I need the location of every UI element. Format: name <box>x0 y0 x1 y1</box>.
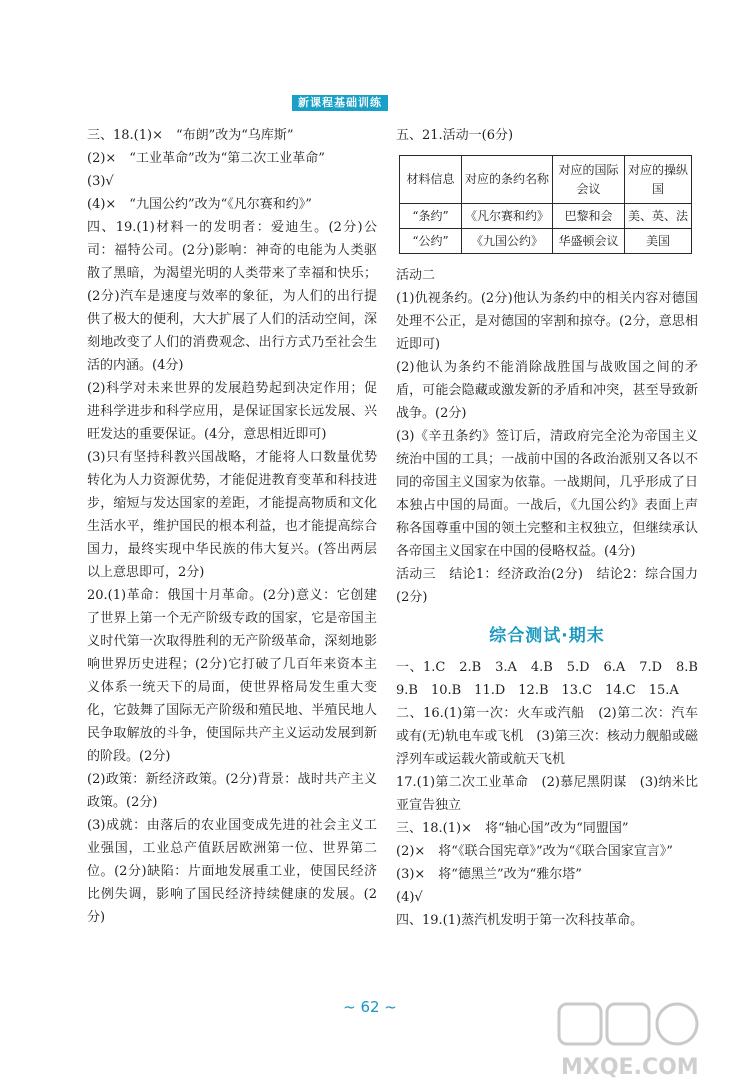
table-cell: 华盛顿会议 <box>553 229 625 254</box>
watermark-logo <box>555 1000 745 1082</box>
answer-line: 活动三 结论1：经济政治(2分) 结论2：综合国力(2分) <box>396 567 698 605</box>
answer-paragraph: (2)他认为条约不能消除战胜国与战败国之间的矛盾，可能会隐藏或激发新的矛盾和冲突，甚至导致新战争。(2分) <box>396 360 698 421</box>
answer-paragraph: 20.(1)革命：俄国十月革命。(2分)意义：它创建了世界上第一个无产阶级专政的国家，它是帝国主义时代第一次取得胜利的无产阶级革命，深刻地影响世界历史进程；(2分)它打破了几百年来资本主义体系一统天下的局面，使世界格局发生重大变化，它鼓舞了国际无产阶级和殖民地、半殖民地人民争取解放的斗争，使国际共产主义运动发展到新的阶段。(2分) <box>87 588 377 764</box>
table-header-row <box>400 156 692 204</box>
table-cell: 《九国公约》 <box>462 229 553 254</box>
left-column <box>87 124 377 929</box>
section-banner: 新课程基础训练 <box>292 95 388 111</box>
answer-line: (4)× “九国公约”改为“《凡尔赛和约》” <box>87 197 312 212</box>
table-header-cell: 对应的操纵国 <box>625 156 692 204</box>
answer-line: 三、18.(1)× “布朗”改为“乌库斯” <box>87 128 294 143</box>
table-cell: “条约” <box>400 204 462 229</box>
answer-paragraph: (2)政策：新经济政策。(2分)背景：战时共产主义政策。(2分) <box>87 772 377 810</box>
activity-table <box>399 155 692 254</box>
table-row <box>400 229 692 254</box>
svg-text:MXQE.COM: MXQE.COM <box>561 1055 699 1080</box>
table-row <box>400 204 692 229</box>
table-header-cell: 对应的条约名称 <box>462 156 553 204</box>
answer-line: (3)√ <box>87 174 114 189</box>
table-cell: “公约” <box>400 229 462 254</box>
page-number: ~ 62 ~ <box>343 998 397 1016</box>
answer-line: 活动二 <box>396 268 436 283</box>
table-header-cell: 材料信息 <box>400 156 462 204</box>
answer-line: 17.(1)第二次工业革命 (2)慕尼黑阴谋 (3)纳米比亚宣告独立 <box>396 775 698 813</box>
answer-paragraph: (2)科学对未来世界的发展趋势起到决定作用；促进科学进步和科学应用，是保证国家长远发展、兴旺发达的重要保证。(4分，意思相近即可) <box>87 381 377 442</box>
table-cell: 《凡尔赛和约》 <box>462 204 553 229</box>
table-cell: 美国 <box>625 229 692 254</box>
answer-paragraph: (1)仇视条约。(2分)他认为条约中的相关内容对德国处理不公正，是对德国的宰割和掠夺。(2分，意思相近即可) <box>396 291 698 352</box>
answer-line: 四、19.(1)蒸汽机发明于第一次科技革命。 <box>396 913 644 928</box>
table-cell: 巴黎和会 <box>553 204 625 229</box>
answer-paragraph: (3)《辛丑条约》签订后，清政府完全沦为帝国主义统治中国的工具；一战前中国的各政治派别又各以不同的帝国主义国家为依靠。一战期间，几乎形成了日本独占中国的局面。一战后，《九国公约》表面上声称各国尊重中国的领土完整和主权独立，但继续承认各帝国主义国家在中国的侵略权益。(4分) <box>396 429 698 559</box>
answer-paragraph: 四、19.(1)材料一的发明者：爱迪生。(2分)公司：福特公司。(2分)影响：神奇的电能为人类驱散了黑暗，为渴望光明的人类带来了幸福和快乐；(2分)汽车是速度与效率的象征，为人们的出行提供了极大的便利，大大扩展了人们的活动空间，深刻地改变了人们的消费观念、出行方式乃至社会生活的内涵。(4分) <box>87 220 377 373</box>
answer-line: (4)√ <box>396 890 423 905</box>
answer-line: (2)× “工业革命”改为“第二次工业革命” <box>87 151 325 166</box>
answer-line: (2)× 将“《联合国宪章》”改为“《联合国家宣言》” <box>396 844 673 859</box>
answer-line: 三、18.(1)× 将“轴心国”改为“同盟国” <box>396 821 629 836</box>
answer-paragraph: (3)成就：由落后的农业国变成先进的社会主义工业强国，工业总产值跃居欧洲第一位、世界第二位。(2分)缺陷：片面地发展重工业，使国民经济比例失调，影响了国民经济持续健康的发展。(2分) <box>87 818 377 925</box>
right-column <box>396 124 712 932</box>
answer-line: (3)× 将“德黑兰”改为“雅尔塔” <box>396 867 582 882</box>
answer-paragraph: 一、1.C 2.B 3.A 4.B 5.D 6.A 7.D 8.B 9.B 10.B 11.D 12.B 13.C 14.C 15.A <box>396 660 712 698</box>
answer-paragraph: 二、16.(1)第一次：火车或汽船 (2)第二次：汽车或有(无)轨电车或飞机 (3)第三次：核动力舰船或磁浮列车或运载火箭或航天飞机 <box>396 706 698 767</box>
activity-heading: 五、21.活动一(6分) <box>396 128 514 143</box>
table-header-cell: 对应的国际会议 <box>553 156 625 204</box>
answer-paragraph: (3)只有坚持科教兴国战略，才能将人口数量优势转化为人力资源优势，才能促进教育变革和科技进步，缩短与发达国家的差距，才能提高物质和文化生活水平，维护国民的根本利益，也才能提高综合国力，最终实现中华民族的伟大复兴。(答出两层以上意思即可，2分) <box>87 450 377 580</box>
table-cell: 美、英、法 <box>625 204 692 229</box>
section-title: 综合测试·期末 <box>489 626 605 646</box>
